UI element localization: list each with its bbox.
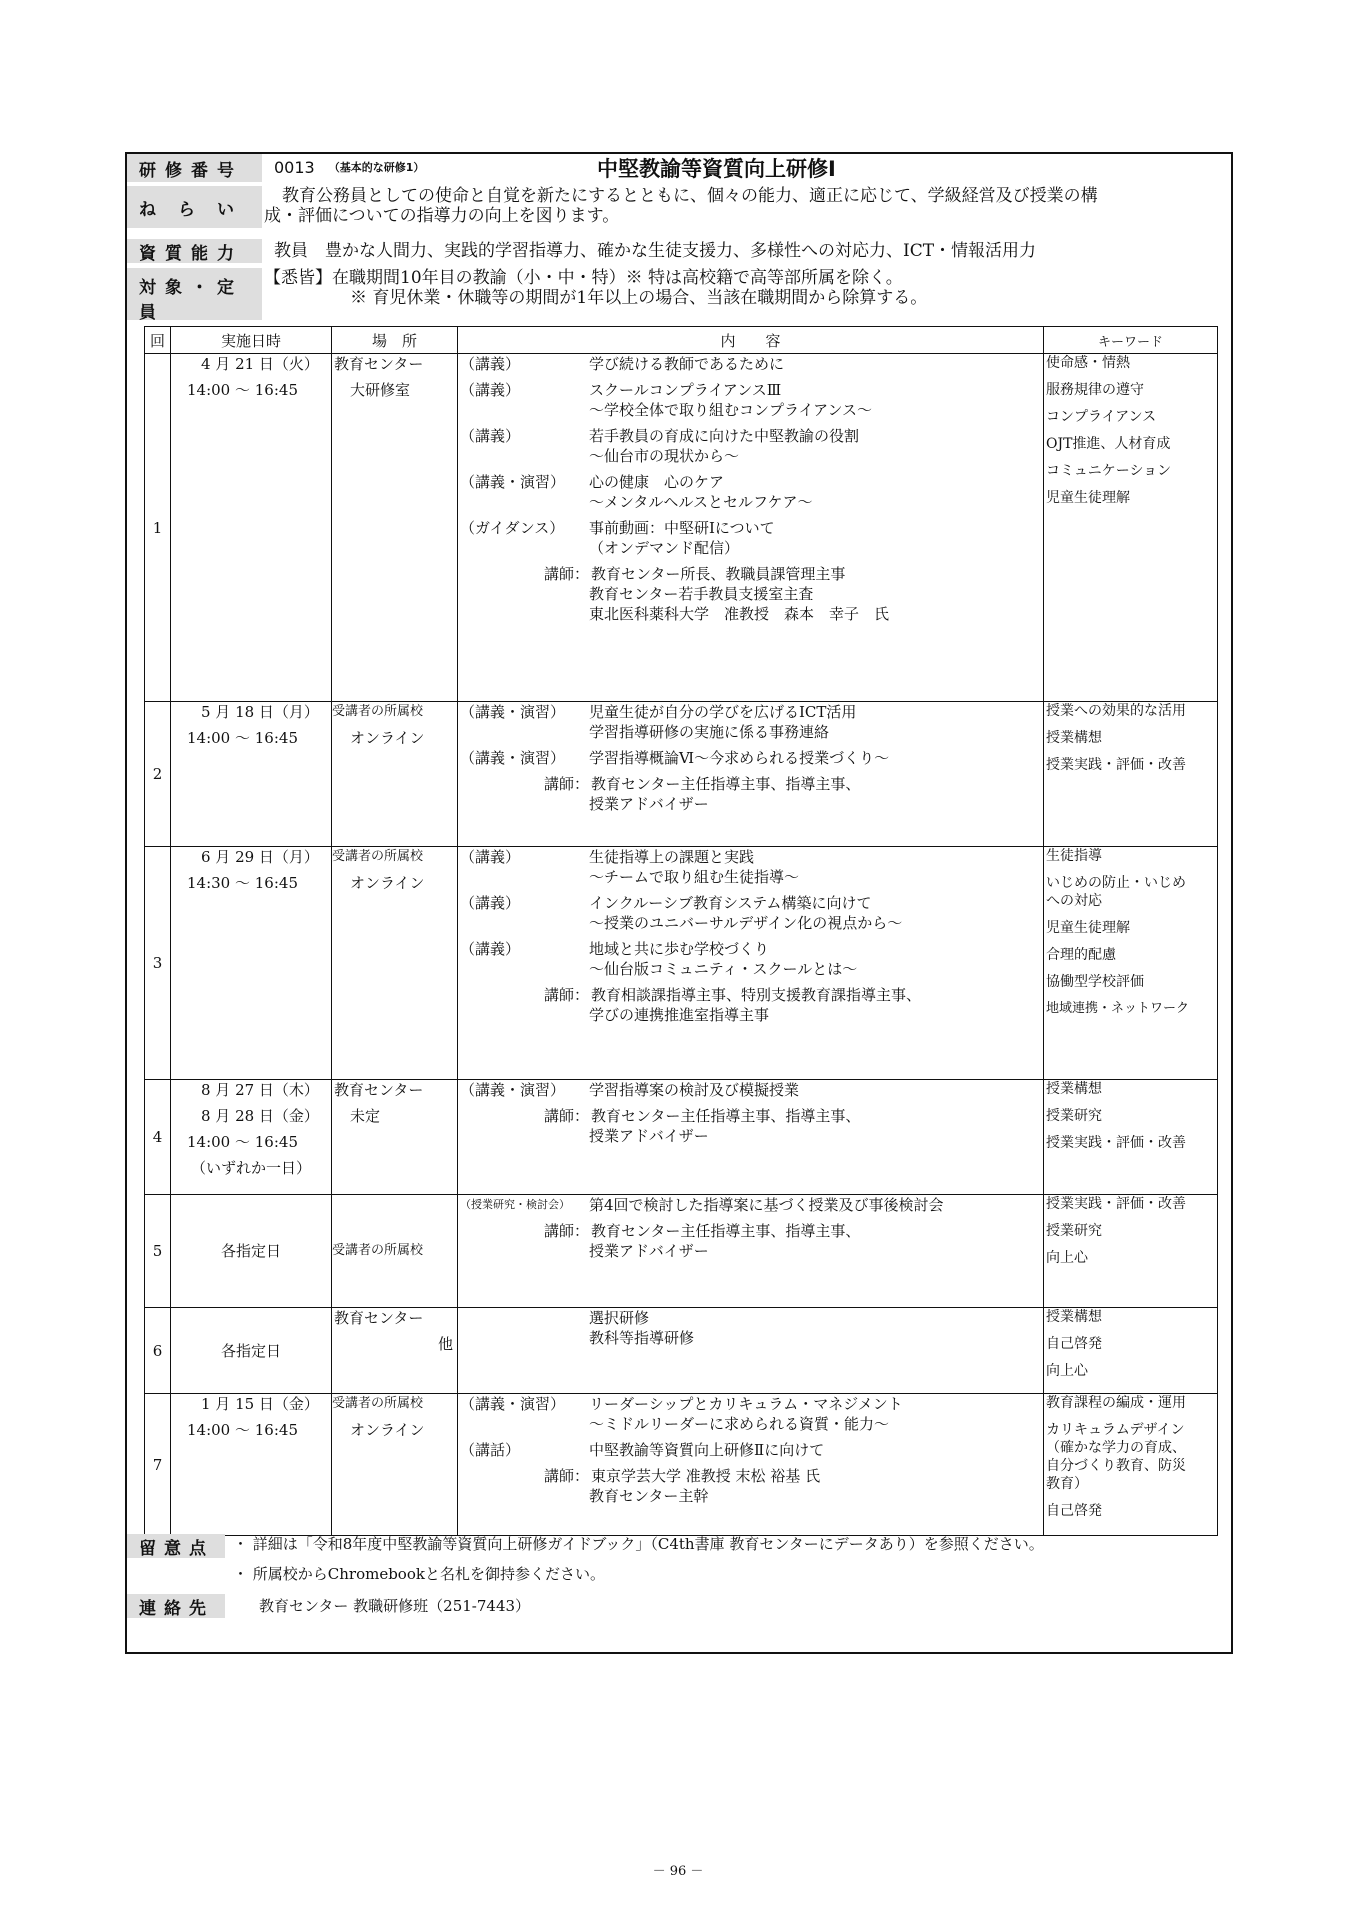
content-kind: （授業研究・検討会） bbox=[460, 1198, 570, 1211]
keyword: 自己啓発 bbox=[1046, 1503, 1102, 1519]
keyword: 地域連携・ネットワーク bbox=[1046, 1001, 1190, 1016]
content-text: 生徒指導上の課題と実践 bbox=[589, 848, 755, 866]
content-text: 東京学芸大学 准教授 末松 裕基 氏 bbox=[591, 1467, 821, 1485]
session-date-line: 14:30 ～ 16:45 bbox=[187, 874, 298, 892]
row-contact bbox=[127, 1594, 1231, 1620]
col-date: 実施日時 bbox=[171, 327, 332, 354]
keyword: 教育） bbox=[1046, 1476, 1088, 1492]
target-line-1: 【悉皆】在職期間10年目の教諭（小・中・特）※ 特は高校籍で高等部所属を除く。 bbox=[264, 268, 903, 288]
content-text: ～学校全体で取り組むコンプライアンス～ bbox=[589, 401, 873, 419]
session-place-line: オンライン bbox=[350, 1421, 425, 1439]
contact-text: 教育センター 教職研修班（251-7443） bbox=[259, 1597, 531, 1615]
content-kind: 講師： bbox=[543, 1222, 589, 1240]
content-kind: （講義） bbox=[460, 894, 521, 912]
keyword: OJT推進、人材育成 bbox=[1046, 436, 1171, 452]
content-kind bbox=[460, 1328, 589, 1348]
page-number: － 96 － bbox=[652, 1864, 704, 1879]
content-text: 授業アドバイザー bbox=[589, 1127, 709, 1145]
keyword: 授業実践・評価・改善 bbox=[1046, 757, 1186, 773]
session-place-line: 他 bbox=[437, 1335, 453, 1353]
content-kind: （講義・演習） bbox=[460, 749, 566, 767]
keyword: 児童生徒理解 bbox=[1046, 490, 1130, 506]
session-date-line: 5 月 18 日（月） bbox=[201, 703, 319, 721]
content-kind bbox=[460, 1308, 589, 1328]
keyword: 授業構想 bbox=[1046, 1309, 1102, 1325]
session-date-line: （いずれか一日） bbox=[191, 1159, 312, 1177]
content-kind bbox=[460, 794, 589, 814]
content-kind bbox=[460, 867, 589, 887]
training-title: 中堅教諭等資質向上研修Ⅰ bbox=[597, 157, 836, 181]
content-kind: （講義・演習） bbox=[460, 473, 566, 491]
content-kind: （講義） bbox=[460, 427, 521, 445]
content-text: スクールコンプライアンスⅢ bbox=[589, 381, 782, 399]
session-row bbox=[145, 1080, 1218, 1195]
session-date-line: 8 月 28 日（金） bbox=[201, 1107, 319, 1125]
content-kind bbox=[460, 1241, 589, 1261]
content-text: 授業アドバイザー bbox=[589, 795, 709, 813]
keyword: 授業への効果的な活用 bbox=[1046, 703, 1186, 719]
keyword: 自分づくり教育、防災 bbox=[1046, 1458, 1186, 1474]
content-kind: （講義） bbox=[460, 381, 521, 399]
keyword: 自己啓発 bbox=[1046, 1336, 1102, 1352]
content-text: ～チームで取り組む生徒指導～ bbox=[589, 868, 800, 886]
content-kind: 講師： bbox=[543, 1107, 589, 1125]
label-training-number: 研修番号 bbox=[127, 154, 262, 182]
content-kind bbox=[460, 604, 589, 624]
content-text: ～ミドルリーダーに求められる資質・能力～ bbox=[589, 1415, 890, 1433]
content-kind: （講義・演習） bbox=[460, 1081, 566, 1099]
content-text: 学習指導概論Ⅵ～今求められる授業づくり～ bbox=[589, 749, 890, 767]
keyword: 授業構想 bbox=[1046, 730, 1102, 746]
session-place-line: 教育センター bbox=[334, 1309, 424, 1327]
content-text: 教育センター所長、教職員課管理主事 bbox=[591, 565, 846, 583]
session-place-line: 教育センター bbox=[334, 1081, 424, 1099]
keyword: 授業実践・評価・改善 bbox=[1046, 1196, 1186, 1212]
content-kind: 講師： bbox=[543, 565, 589, 583]
session-place-line: 未定 bbox=[350, 1107, 381, 1125]
session-date-line: 14:00 ～ 16:45 bbox=[187, 729, 298, 747]
note-line-1: ・ 詳細は「令和8年度中堅教諭等資質向上研修ガイドブック」（C4th書庫 教育センターにデータあり）を参照ください。 bbox=[233, 1535, 1044, 1553]
content-kind: （講義） bbox=[460, 355, 521, 373]
session-number: 3 bbox=[152, 954, 163, 972]
label-contact: 連絡先 bbox=[127, 1594, 225, 1618]
content-kind bbox=[460, 959, 589, 979]
training-sheet bbox=[125, 152, 1233, 1654]
label-notes: 留意点 bbox=[127, 1534, 225, 1558]
session-row bbox=[145, 847, 1218, 1080]
training-code: 0013 bbox=[274, 158, 315, 177]
content-text: インクルーシブ教育システム構築に向けて bbox=[589, 894, 872, 912]
row-skill bbox=[127, 239, 1231, 263]
content-text: 教育センター主任指導主事、指導主事、 bbox=[591, 1222, 861, 1240]
content-text: 学び続ける教師であるために bbox=[589, 355, 785, 373]
session-place-line: 大研修室 bbox=[350, 381, 411, 399]
content-kind bbox=[460, 1486, 589, 1506]
content-text: 地域と共に歩む学校づくり bbox=[589, 940, 770, 958]
content-kind bbox=[460, 722, 589, 742]
session-number: 5 bbox=[152, 1242, 163, 1260]
keyword: 授業構想 bbox=[1046, 1081, 1102, 1097]
keyword: いじめの防止・いじめ bbox=[1046, 875, 1186, 891]
content-text: 児童生徒が自分の学びを広げるICT活用 bbox=[589, 703, 857, 721]
schedule-header-row bbox=[145, 327, 1218, 354]
content-text: ～仙台版コミュニティ・スクールとは～ bbox=[589, 960, 858, 978]
keyword: 向上心 bbox=[1046, 1250, 1088, 1266]
aim-line-1: 教育公務員としての使命と自覚を新たにするとともに、個々の能力、適正に応じて、学級経営及び授業の構 bbox=[282, 186, 1098, 206]
session-date-line: 14:00 ～ 16:45 bbox=[187, 381, 298, 399]
keyword: 服務規律の遵守 bbox=[1046, 382, 1144, 398]
session-date-line: 1 月 15 日（金） bbox=[201, 1395, 319, 1413]
content-text: 教育センター主幹 bbox=[589, 1487, 709, 1505]
content-text: 教育センター若手教員支援室主査 bbox=[589, 585, 814, 603]
content-text: リーダーシップとカリキュラム・マネジメント bbox=[589, 1395, 903, 1413]
content-text: 学びの連携推進室指導主事 bbox=[589, 1006, 770, 1024]
content-kind: （ガイダンス） bbox=[460, 519, 565, 537]
content-kind: 講師： bbox=[543, 775, 589, 793]
content-kind: （講義） bbox=[460, 848, 521, 866]
session-number: 4 bbox=[152, 1128, 163, 1146]
content-text: 中堅教諭等資質向上研修Ⅱに向けて bbox=[589, 1441, 825, 1459]
session-place-line: 受講者の所属校 bbox=[332, 704, 424, 719]
col-place: 場 所 bbox=[332, 327, 458, 354]
content-text: 東北医科薬科大学 准教授 森本 幸子 氏 bbox=[589, 605, 890, 623]
content-kind bbox=[460, 1414, 589, 1434]
content-kind bbox=[460, 492, 589, 512]
session-date-line: 14:00 ～ 16:45 bbox=[187, 1133, 298, 1151]
session-date-line: 14:00 ～ 16:45 bbox=[187, 1421, 298, 1439]
target-line-2: ※ 育児休業・休職等の期間が1年以上の場合、当該在職期間から除算する。 bbox=[350, 288, 928, 308]
content-text: 教育センター主任指導主事、指導主事、 bbox=[591, 775, 861, 793]
session-date-line: 6 月 29 日（月） bbox=[201, 848, 319, 866]
session-place-line: 教育センター bbox=[334, 355, 424, 373]
content-kind: （講義・演習） bbox=[460, 1395, 566, 1413]
content-text: ～仙台市の現状から～ bbox=[589, 447, 740, 465]
content-text: 第4回で検討した指導案に基づく授業及び事後検討会 bbox=[589, 1196, 944, 1214]
session-date-line: 各指定日 bbox=[220, 1242, 281, 1260]
keyword: 使命感・情熱 bbox=[1046, 355, 1130, 371]
content-text: 学習指導研修の実施に係る事務連絡 bbox=[589, 723, 830, 741]
keyword: コンプライアンス bbox=[1046, 409, 1157, 425]
content-kind bbox=[460, 1126, 589, 1146]
session-date-line: 各指定日 bbox=[220, 1341, 281, 1360]
note-line-2: ・ 所属校からChromebookと名札を御持参ください。 bbox=[233, 1565, 605, 1583]
keyword: コミュニケーション bbox=[1046, 463, 1172, 479]
session-date-line: 8 月 27 日（木） bbox=[201, 1081, 319, 1099]
row-aim bbox=[127, 186, 1231, 228]
session-place-line: オンライン bbox=[350, 729, 425, 747]
keyword: 児童生徒理解 bbox=[1046, 920, 1130, 936]
content-kind bbox=[460, 1005, 589, 1025]
col-content: 内 容 bbox=[458, 327, 1044, 354]
keyword: カリキュラムデザイン bbox=[1046, 1422, 1185, 1438]
keyword: 向上心 bbox=[1046, 1363, 1088, 1379]
session-number: 2 bbox=[152, 765, 163, 783]
keyword: 授業研究 bbox=[1046, 1223, 1102, 1239]
content-text: （オンデマンド配信） bbox=[589, 539, 740, 557]
content-text: 若手教員の育成に向けた中堅教諭の役割 bbox=[589, 427, 860, 445]
content-text: 教育相談課指導主事、特別支援教育課指導主事、 bbox=[591, 986, 922, 1004]
session-place-line: 受講者の所属校 bbox=[332, 1396, 424, 1411]
keyword: （確かな学力の育成、 bbox=[1046, 1440, 1186, 1456]
session-place-line: 受講者の所属校 bbox=[332, 849, 424, 864]
session-row bbox=[145, 1195, 1218, 1308]
keyword: 授業実践・評価・改善 bbox=[1046, 1135, 1186, 1151]
content-text: 学習指導案の検討及び模擬授業 bbox=[589, 1081, 800, 1099]
content-text: ～メンタルヘルスとセルフケア～ bbox=[589, 493, 813, 511]
session-row bbox=[145, 354, 1218, 702]
label-target: 対象・定員 bbox=[127, 268, 262, 320]
content-kind: （講義・演習） bbox=[460, 703, 566, 721]
label-skill: 資質能力 bbox=[127, 239, 262, 263]
col-keyword: キーワード bbox=[1044, 327, 1218, 354]
content-kind bbox=[460, 913, 589, 933]
keyword: 生徒指導 bbox=[1046, 848, 1102, 864]
row-training-number bbox=[127, 154, 1231, 182]
keyword: への対応 bbox=[1046, 893, 1102, 909]
content-text: 心の健康 心のケア bbox=[589, 473, 725, 491]
content-text: 選択研修 bbox=[589, 1309, 650, 1327]
session-number: 6 bbox=[152, 1341, 163, 1360]
content-kind bbox=[460, 584, 589, 604]
content-text: 事前動画：中堅研Ⅰについて bbox=[589, 519, 775, 537]
content-kind bbox=[460, 446, 589, 466]
content-kind: （講話） bbox=[460, 1441, 521, 1459]
session-place-line: オンライン bbox=[350, 874, 425, 892]
aim-line-2: 成・評価についての指導力の向上を図ります。 bbox=[264, 206, 620, 226]
label-aim: ねらい bbox=[127, 186, 262, 228]
session-number: 1 bbox=[152, 518, 163, 537]
session-row bbox=[145, 702, 1218, 847]
row-notes bbox=[127, 1534, 1231, 1583]
content-kind bbox=[460, 400, 589, 420]
col-no: 回 bbox=[145, 327, 171, 354]
content-text: 授業アドバイザー bbox=[589, 1242, 709, 1260]
content-text: 教科等指導研修 bbox=[589, 1329, 695, 1347]
session-row bbox=[145, 1308, 1218, 1394]
skill-text: 教員 豊かな人間力、実践的学習指導力、確かな生徒支援力、多様性への対応力、ICT・情報活用力 bbox=[274, 241, 1037, 261]
row-target bbox=[127, 268, 1231, 323]
content-kind: 講師： bbox=[543, 1467, 589, 1485]
content-kind bbox=[460, 538, 589, 558]
content-text: ～授業のユニバーサルデザイン化の視点から～ bbox=[589, 914, 903, 932]
content-kind: 講師： bbox=[543, 986, 589, 1004]
content-text: 教育センター主任指導主事、指導主事、 bbox=[591, 1107, 861, 1125]
session-number: 7 bbox=[152, 1455, 163, 1474]
keyword: 授業研究 bbox=[1046, 1108, 1102, 1124]
session-date-line: 4 月 21 日（火） bbox=[201, 355, 319, 373]
keyword: 協働型学校評価 bbox=[1046, 974, 1144, 990]
schedule-table bbox=[144, 326, 1218, 1536]
keyword: 教育課程の編成・運用 bbox=[1046, 1395, 1186, 1411]
session-place-line: 受講者の所属校 bbox=[332, 1243, 424, 1258]
training-code-note: （基本的な研修1） bbox=[328, 161, 425, 174]
keyword: 合理的配慮 bbox=[1046, 947, 1116, 963]
content-kind: （講義） bbox=[460, 940, 521, 958]
session-row bbox=[145, 1394, 1218, 1536]
